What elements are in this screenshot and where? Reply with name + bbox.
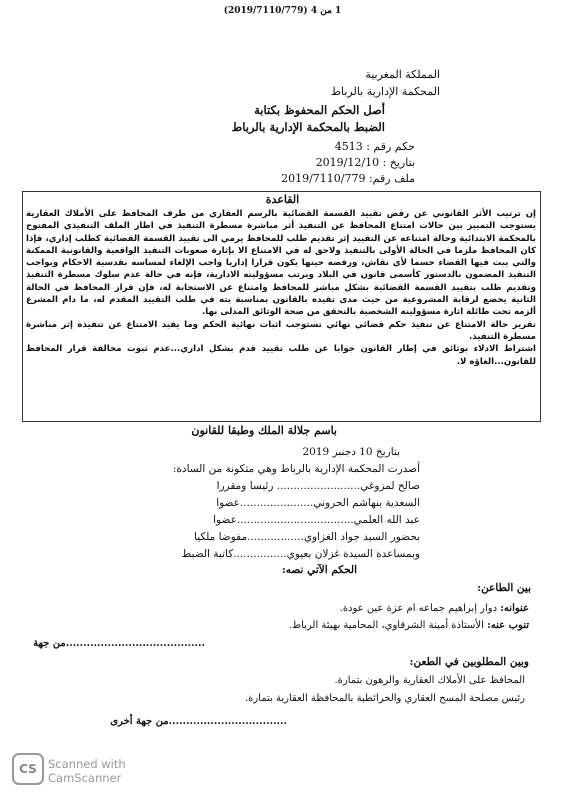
member-president: صالح لمزوغي......................... رئيسا ومقررا xyxy=(216,480,420,492)
ruling-number: حكم رقم : 4513 xyxy=(334,140,415,153)
court-intro: أصدرت المحكمة الإدارية بالرباط وهي متكونة من السادة: xyxy=(172,463,420,475)
rule-paragraph-2: تقرير حالة الامتناع عن تنفيذ حكم قضائي نهائي تستوجب اثبات نهائية الحكم وما يفيد الامتناع عن تنفيذه إثر مباشرة مسطرة التنفيذ. xyxy=(26,319,536,342)
appellant-heading: بين الطاعن: xyxy=(477,582,531,594)
court-clerk: وبمساعدة السيدة غزلان بعيوي................كاتبة الضبط xyxy=(181,548,420,560)
file-number: ملف رقم: 2019/7110/779 xyxy=(281,172,415,185)
address-value: دوار إبراهيم جماعه ام عزة عين عودة. xyxy=(339,603,498,614)
camscanner-watermark xyxy=(48,757,126,785)
document-title-line-2: الضبط بالمحكمة الإدارية بالرباط xyxy=(231,120,385,134)
references-block xyxy=(281,139,415,187)
rule-text xyxy=(26,208,536,368)
respondent-2: رئيس مصلحة المسح العقاري والخرائطية بالمحافظة العقارية بتمارة. xyxy=(244,693,525,704)
court-name: المحكمة الإدارية بالرباط xyxy=(330,85,440,98)
ruling-date: بتاريخ : 2019/12/10 xyxy=(315,156,415,169)
party-a-label: ........................................من جهة xyxy=(33,638,205,649)
rule-title: القاعدة xyxy=(265,193,300,206)
appellant-details xyxy=(289,600,529,634)
address-label: عنوانه: xyxy=(500,603,529,614)
rule-paragraph-3: اشتراط الادلاء بوثائق في إطار القانون جوابا عن طلب تقييد قدم بشكل اداري...عدم ثبوت مخالفة قرار المحافظ للقانون...الغاؤه لا. xyxy=(26,344,536,367)
member-2: عبد الله العلمي...................................عضوا xyxy=(213,514,420,526)
appellant-representative xyxy=(289,617,529,634)
member-1: السعدية بنهاشم الحروني......................عضوا xyxy=(216,497,420,509)
royal-commissioner: بحضور السيد جواد الغزاوي.................مفوضا ملكيا xyxy=(194,531,420,543)
watermark-line-2: CamScanner xyxy=(48,771,122,785)
page-header: 1 من 4 (2019/7110/779) xyxy=(223,6,342,16)
document-title-line-1: أصل الحكم المحفوظ بكتابة xyxy=(254,103,385,117)
representative-value: الأستاذة أمينة الشرقاوي، المحامية بهيئة الرباط. xyxy=(288,620,484,631)
royal-formula: باسم جلالة الملك وطبقا للقانون xyxy=(191,424,337,437)
ruling-heading: الحكم الآتي نصه: xyxy=(281,564,357,576)
respondents-list xyxy=(245,672,525,708)
watermark-line-1: Scanned with xyxy=(48,757,126,771)
party-b-label: ..................................من جهة أخرى xyxy=(110,716,287,727)
camscanner-logo: CS xyxy=(12,753,44,785)
document-title xyxy=(232,102,385,136)
court-date: بتاريخ 10 دجنبر 2019 xyxy=(302,446,400,458)
respondent-1: المحافظ على الأملاك العقارية والرهون بتمارة. xyxy=(334,675,525,686)
kingdom-name: المملكة المغربية xyxy=(365,68,440,81)
appellant-address xyxy=(289,600,529,617)
rule-paragraph-1: إن ترتيب الأثر القانوني عن رفض تقييد القسمة القضائية بالرسم العقاري من طرف المحافظ على الأملاك العقارية يستوجب التمييز بين حالات امتناع المحافظ عن التنفيذ أثر مباشرة مسطرة التنفيذ في اطار الملف التنفيذي المفتوح بالمحكمة الابتدائية وحالة امتناعه عن التقييد إثر تقديم طلب للمحافظ يرمي الى تقييد القسمة القضائية كطلب إداري، فإذا كان المحافظ ملزما في الحالة الأولى بالتنفيذ ولاحق له في الامتناع الا بإثارة صعوبات التنفيذ الواقعية والقانونية الممكنة والتي يبت فيها القضاء حسما لأي نقاش، ورفضه حينها يكون قرارا إداريا واجب الإلغاء لمساسه بقدسية الاحكام وبواجب التنفيذ المضمون بالدستور كأسمى قانون في البلاد ويرتب مسؤوليته الادارية، فإنه في حالة عدم سلوك مسطرة التنفيذ وتقديم طلب بتقييد القسمة القضائية بشكل مباشر للمحافظ وامتناع عن الاستجابة له، فإن قرار المحافظ في الحالة الثانية يخضع لرقابة المشروعية من حيث مدى تقيده بالقانون بمناسبة بته في طلب التقييد المقدم له، ما دام المشرع ألزمه تحت طائلة اثارة مسؤوليته الشخصية بالتحقق من صحة الوثائق المدلى بها. xyxy=(26,209,536,318)
respondents-heading: وبين المطلوبين في الطعن: xyxy=(409,656,529,668)
court-composition xyxy=(172,444,420,563)
representative-label: تنوب عنه: xyxy=(487,620,529,631)
institution-block xyxy=(331,66,440,100)
